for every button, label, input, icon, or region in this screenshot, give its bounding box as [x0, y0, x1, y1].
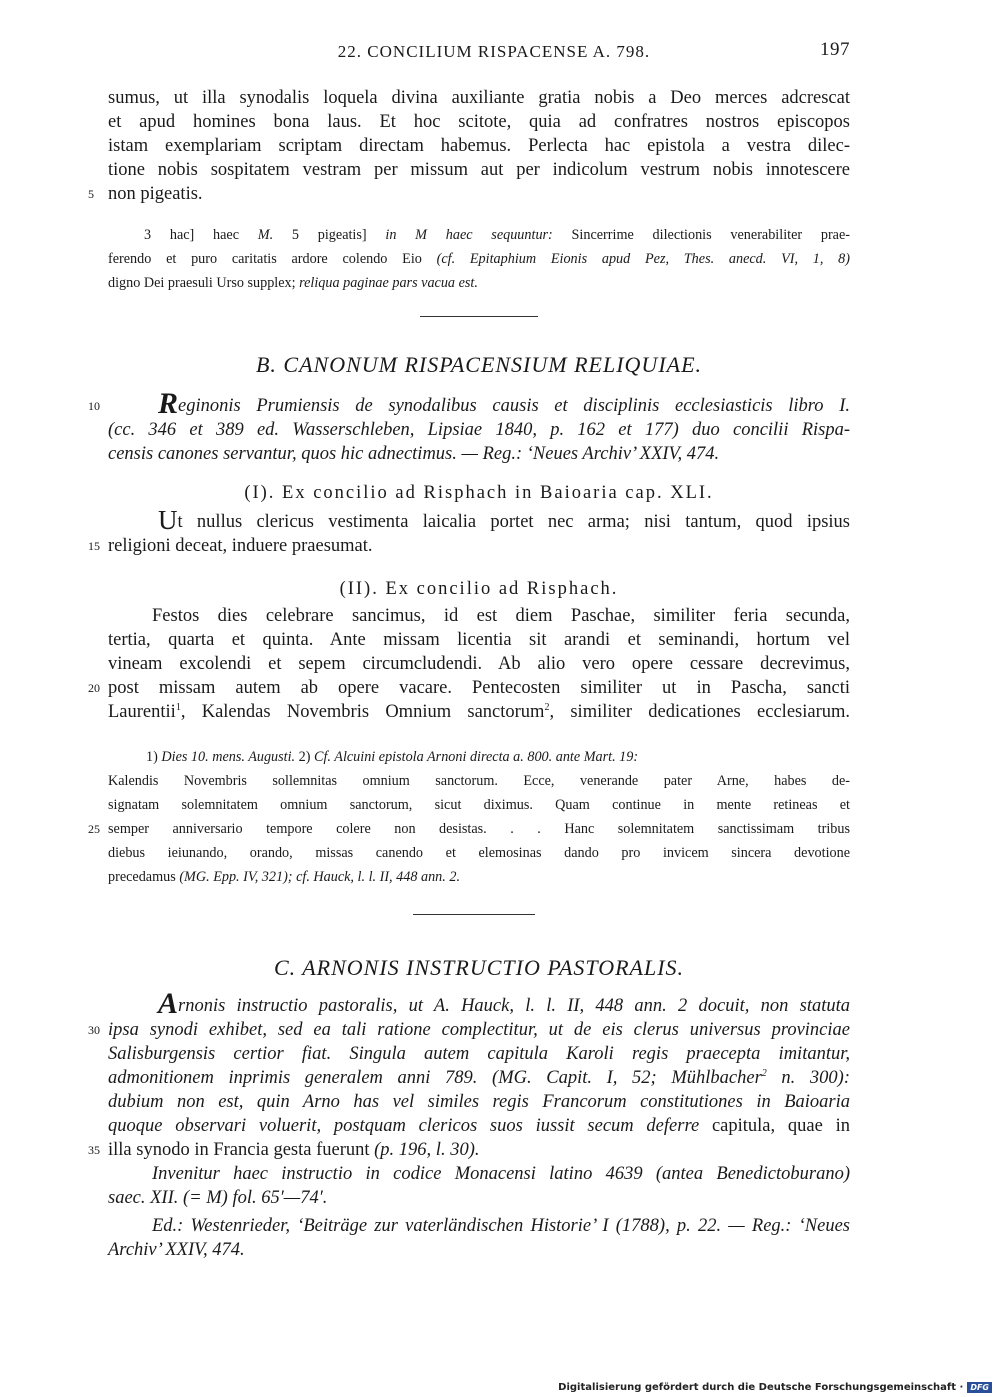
text-line: Arnonis instructio pastoralis, ut A. Hauck, l. l. II, 448 ann. 2 docuit, non statuta: [158, 987, 850, 1020]
footnotes: [88, 745, 850, 889]
initial-letter: U: [158, 505, 178, 535]
text-line: istam exemplariam scriptam directam habemus. Perlecta hac epistola a vestra dilec-: [108, 136, 850, 156]
text-line: Invenitur haec instructio in codice Monacensi latino 4639 (antea Benedictoburano): [152, 1164, 850, 1184]
text-line: vineam excolendi et sepem circumcludendi. Ab alio vero opere cessare decrevimus,: [108, 654, 850, 674]
line-number: 10: [88, 399, 100, 413]
letter-continuation: [88, 86, 850, 206]
credit-text: Digitalisierung gefördert durch die Deutsche Forschungsgemeinschaft ·: [558, 1382, 964, 1393]
text-line: saec. XII. (= M) fol. 65′—74′.: [108, 1188, 328, 1208]
text-line: dubium non est, quin Arno has vel similes regis Francorum constitutiones in Baioaria: [108, 1092, 850, 1112]
line-number: 5: [88, 187, 94, 201]
initial-letter: R: [158, 387, 179, 420]
text-line: tione nobis sospitatem vestram per missum aut per indicolum vestrum nobis innotescere: [108, 160, 850, 180]
footnote-line: diebus ieiunando, orando, missas canendo et elemosinas dando pro invicem sincera devotione: [108, 845, 850, 861]
section-heading: B. CANONUM RISPACENSIUM RELIQUIAE.: [255, 352, 703, 377]
text-line: quoque observari voluerit, postquam clericos suos iussit secum deferre capitula, quae in: [108, 1116, 850, 1136]
line-number: 35: [88, 1143, 100, 1157]
footnote-line: Kalendis Novembris sollemnitas omnium sanctorum. Ecce, venerande pater Arne, habes de-: [108, 773, 850, 789]
text-line: censis canones servantur, quos hic adnectimus. — Reg.: ‘Neues Archiv’ XXIV, 474.: [108, 444, 720, 464]
footnote-marker: 2: [544, 701, 550, 713]
text-line: tertia, quarta et quinta. Ante missam licentia sit arandi et seminandi, hortum vel: [108, 630, 850, 650]
digitization-credit: [558, 1382, 992, 1393]
section-b-intro: [88, 387, 850, 466]
text-line: et apud homines bona laus. Et hoc scitote, quia ad confratres nostros episcopos: [108, 112, 850, 132]
text-line: Festos dies celebrare sancimus, id est diem Paschae, similiter feria secunda,: [152, 606, 850, 626]
note-line: ferendo et puro caritatis ardore colendo Eio (cf. Epitaphium Eionis apud Pez, Thes. anecd. VI, 1, 8): [108, 251, 850, 267]
text-line: admonitionem inprimis generalem anni 789. (MG. Capit. I, 52; Mühlbacher$^2$ n. 300):: [108, 1067, 851, 1088]
text-line: Ut nullus clericus vestimenta laicalia portet nec arma; nisi tantum, quod ipsius: [158, 505, 850, 535]
running-header: [108, 39, 850, 62]
footnote-marker: 2: [761, 1067, 767, 1079]
section-divider: [420, 316, 538, 317]
line-number: 20: [88, 681, 100, 695]
footnote-line: 25 semper anniversario tempore colere non desistas. . . Hanc solemnitatem sanctissimam tribus: [108, 817, 850, 841]
footnote-marker: 1: [175, 701, 181, 713]
line-number: 15: [88, 539, 100, 553]
text-line: 15 religioni deceat, induere praesumat.: [88, 536, 373, 556]
text-line: Salisburgensis certior fiat. Singula autem capitula Karoli regis praecepta imitantur,: [108, 1044, 850, 1064]
section-divider: [413, 914, 535, 915]
text-line: (cc. 346 et 389 ed. Wasserschleben, Lipsiae 1840, p. 162 et 177) duo concilii Rispa-: [108, 420, 850, 440]
text-line: 10 Reginonis Prumiensis de synodalibus causis et disciplinis ecclesiasticis libro I.: [88, 387, 850, 420]
text-line: 30 ipsa synodi exhibet, sed ea tali ratione complectitur, ut de eis clerus universus provinciae: [88, 1020, 850, 1040]
text-line: 35 illa synodo in Francia gesta fuerunt (p. 196, l. 30).: [88, 1140, 480, 1160]
note-line: digno Dei praesuli Urso supplex; reliqua paginae pars vacua est.: [108, 275, 478, 291]
text-line: 5 non pigeatis.: [88, 184, 203, 204]
running-title: 22. CONCILIUM RISPACENSE A. 798.: [337, 42, 651, 61]
canon-2-text: [88, 604, 851, 724]
text-line: Archiv’ XXIV, 474.: [108, 1240, 245, 1260]
note-line: 3 hac] haec M. 5 pigeatis] in M haec sequuntur: Sincerrime dilectionis venerabiliter prae-: [144, 227, 850, 243]
line-number: 30: [88, 1023, 100, 1037]
footnote-line: signatam solemnitatem omnium sanctorum, sicut diximus. Quam continue in mente retineas et: [108, 797, 850, 813]
text-line: Ed.: Westenrieder, ‘Beiträge zur vaterländischen Historie’ I (1788), p. 22. — Reg.: ‘Neues: [152, 1216, 850, 1236]
text-line: Laurentii$^1$, Kalendas Novembris Omnium sanctorum$^2$, similiter dedicationes ecclesiarum.: [108, 701, 851, 722]
page-number: 197: [820, 39, 850, 60]
footnote-line: precedamus (MG. Epp. IV, 321); cf. Hauck, l. l. II, 448 ann. 2.: [108, 869, 460, 885]
canon-1-text: [88, 505, 850, 558]
section-heading: C. ARNONIS INSTRUCTIO PASTORALIS.: [273, 955, 685, 980]
canon-heading: (I). Ex concilio ad Risphach in Baioaria cap. XLI.: [244, 483, 714, 503]
text-line: sumus, ut illa synodalis loquela divina auxiliante gratia nobis a Deo merces adcrescat: [108, 88, 850, 108]
footnote-line: 1) Dies 10. mens. Augusti. 2) Cf. Alcuini epistola Arnoni directa a. 800. ante Mart. 19:: [146, 749, 639, 765]
dfg-logo: DFG: [967, 1382, 992, 1393]
canon-heading: (II). Ex concilio ad Risphach.: [339, 579, 619, 599]
critical-apparatus: [108, 223, 850, 295]
text-line: 20 post missam autem ab opere vacare. Pentecosten similiter ut in Pascha, sancti: [88, 678, 850, 698]
initial-letter: A: [158, 987, 179, 1020]
section-c-intro: [88, 987, 851, 1262]
line-number: 25: [88, 822, 100, 836]
